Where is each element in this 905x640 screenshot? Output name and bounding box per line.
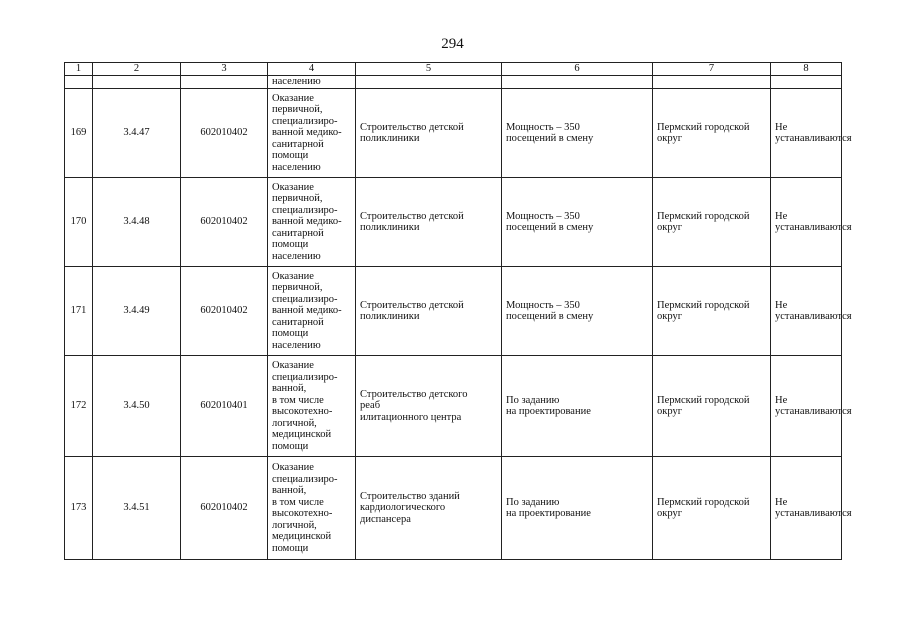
kbk-cell: 602010402 [181, 89, 268, 178]
code-cell: 3.4.49 [93, 267, 181, 356]
code-cell: 3.4.47 [93, 89, 181, 178]
column-header: 6 [502, 63, 653, 76]
location-cell: Пермский городской округ [653, 356, 771, 457]
table-cell [653, 76, 771, 89]
capacity-cell: По заданию на проектирование [502, 457, 653, 560]
column-header: 4 [268, 63, 356, 76]
purpose-cell: Оказание первичной, специализиро- ванной медико- санитарной помощи населению [268, 89, 356, 178]
zones-cell: Не устанавливаются [771, 267, 842, 356]
purpose-cell: Оказание первичной, специализиро- ванной медико- санитарной помощи населению [268, 178, 356, 267]
column-header: 8 [771, 63, 842, 76]
row-number-cell: 172 [65, 356, 93, 457]
table-cell [771, 76, 842, 89]
object-cell: Строительство детской поликлиники [356, 178, 502, 267]
purpose-cell: Оказание первичной, специализиро- ванной медико- санитарной помощи населению [268, 267, 356, 356]
kbk-cell: 602010402 [181, 178, 268, 267]
row-number-cell: 173 [65, 457, 93, 560]
table-row [65, 356, 842, 457]
purpose-cell: Оказание специализиро- ванной, в том числе высокотехно- логичной, медицинской помощи [268, 457, 356, 560]
object-cell: Строительство детского реаб илитационного центра [356, 356, 502, 457]
table-cell [181, 76, 268, 89]
table-row [65, 267, 842, 356]
code-cell: 3.4.50 [93, 356, 181, 457]
purpose-cell: населению [268, 76, 356, 89]
table-cell [356, 76, 502, 89]
column-number-row [65, 63, 842, 76]
table-cell [502, 76, 653, 89]
zones-cell: Не устанавливаются [771, 178, 842, 267]
column-header: 5 [356, 63, 502, 76]
zones-cell: Не устанавливаются [771, 356, 842, 457]
continuation-row [65, 76, 842, 89]
purpose-cell: Оказание специализиро- ванной, в том числе высокотехно- логичной, медицинской помощи [268, 356, 356, 457]
location-cell: Пермский городской округ [653, 267, 771, 356]
zones-cell: Не устанавливаются [771, 457, 842, 560]
location-cell: Пермский городской округ [653, 457, 771, 560]
kbk-cell: 602010402 [181, 457, 268, 560]
kbk-cell: 602010402 [181, 267, 268, 356]
kbk-cell: 602010401 [181, 356, 268, 457]
capacity-cell: Мощность – 350 посещений в смену [502, 89, 653, 178]
object-cell: Строительство детской поликлиники [356, 89, 502, 178]
code-cell: 3.4.48 [93, 178, 181, 267]
location-cell: Пермский городской округ [653, 178, 771, 267]
column-header: 1 [65, 63, 93, 76]
location-cell: Пермский городской округ [653, 89, 771, 178]
object-cell: Строительство зданий кардиологического диспансера [356, 457, 502, 560]
document-table [64, 62, 852, 560]
capacity-cell: По заданию на проектирование [502, 356, 653, 457]
capacity-cell: Мощность – 350 посещений в смену [502, 178, 653, 267]
row-number-cell: 171 [65, 267, 93, 356]
table-row [65, 89, 842, 178]
table-cell [65, 76, 93, 89]
table-row [65, 457, 842, 560]
column-header: 7 [653, 63, 771, 76]
table-row [65, 178, 842, 267]
zones-cell: Не устанавливаются [771, 89, 842, 178]
column-header: 2 [93, 63, 181, 76]
page-number: 294 [441, 36, 464, 52]
column-header: 3 [181, 63, 268, 76]
row-number-cell: 170 [65, 178, 93, 267]
table-cell [93, 76, 181, 89]
object-cell: Строительство детской поликлиники [356, 267, 502, 356]
code-cell: 3.4.51 [93, 457, 181, 560]
capacity-cell: Мощность – 350 посещений в смену [502, 267, 653, 356]
row-number-cell: 169 [65, 89, 93, 178]
